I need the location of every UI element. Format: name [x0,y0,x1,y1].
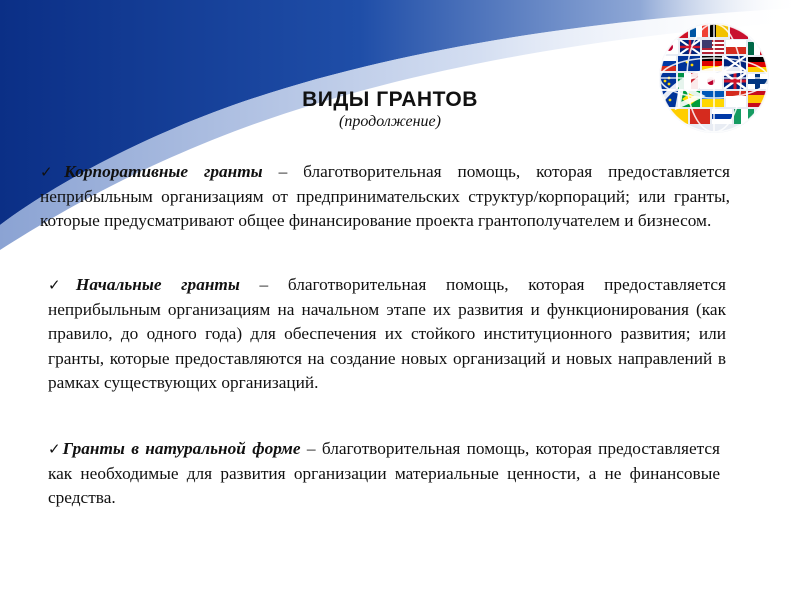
paragraph-corporate-grants [40,160,730,234]
page-title: ВИДЫ ГРАНТОВ [302,88,478,111]
paragraph-in-kind-grants [48,437,720,511]
page-subtitle: (продолжение) [339,113,441,130]
grant-definition: – благотворительная помощь, которая предоставляется как необходимые для развития организации материальные ценности, а не финансовые средства. [48,439,721,507]
paragraph-initial-grants [48,273,726,396]
grant-term: Корпоративные гранты [64,162,263,181]
checkmark-icon: ✓ [48,440,63,458]
grant-term: Гранты в натуральной форме [62,439,301,458]
checkmark-icon: ✓ [48,276,76,294]
checkmark-icon: ✓ [40,163,65,181]
grant-definition: – благотворительная помощь, которая предоставляется неприбыльным организациям от предпринимательских структур/корпораций; или гранты, которые предусматривают общее финансирование проекта грантополучателем и бизнесом. [40,162,730,230]
flags-globe-icon [652,20,776,136]
grant-definition: – благотворительная помощь, которая предоставляется неприбыльным организациям на начальном этапе их развития и функционирования (как правило, до одного года) для обеспечения их стойкого институционного развития; или гранты, которые предоставляются на создание новых организаций и новых направлений в рамках существующих организаций. [48,275,726,392]
header [240,88,540,131]
grant-term: Начальные гранты [75,275,240,294]
